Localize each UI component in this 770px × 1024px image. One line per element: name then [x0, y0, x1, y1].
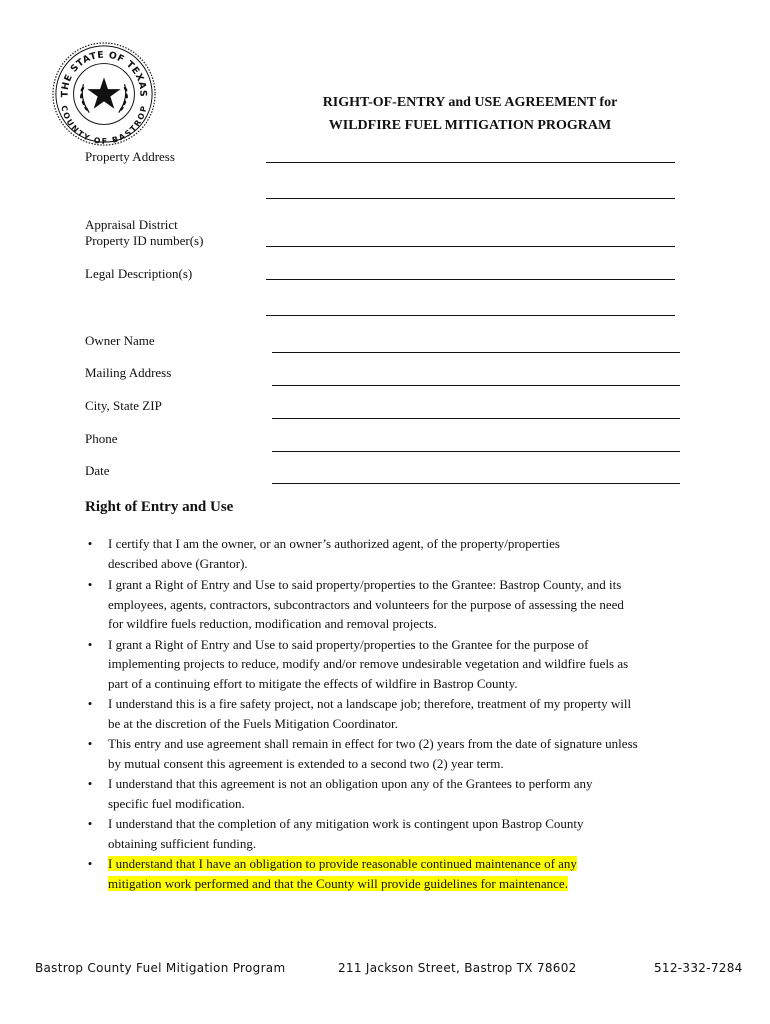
bullet-dot-icon: •	[87, 776, 93, 791]
bullet-item	[85, 534, 685, 573]
bullet-text: I understand that the completion of any mitigation work is contingent upon Bastrop County	[108, 816, 584, 831]
bullet-item	[85, 734, 685, 773]
bullet-text: I understand this is a fire safety project, not a landscape job; therefore, treatment of my property will	[108, 696, 632, 711]
phone-label: Phone	[85, 431, 118, 446]
bullet-item	[85, 814, 685, 853]
bullet-line	[108, 754, 685, 774]
bullet-dot-icon: •	[87, 816, 93, 831]
bullet-item	[85, 635, 685, 694]
bullet-text: for wildfire fuels reduction, modification and removal projects.	[108, 616, 437, 631]
bullet-line	[108, 854, 685, 874]
bullet-text: specific fuel modification.	[108, 795, 245, 811]
county-seal	[50, 40, 158, 148]
bullet-item	[85, 694, 685, 733]
bullet-text: part of a continuing effort to mitigate the effects of wildfire in Bastrop County.	[108, 675, 518, 691]
bullet-line	[108, 694, 685, 714]
legal-description-line-1[interactable]	[266, 279, 675, 280]
bullet-line	[108, 714, 685, 734]
bullet-text: I understand that I have an obligation to provide reasonable continued maintenance of any	[108, 856, 577, 871]
svg-text:COUNTY OF BASTROP	[59, 105, 148, 146]
bullet-line	[108, 734, 685, 754]
bullet-line	[108, 554, 685, 574]
bullet-text: I grant a Right of Entry and Use to said property/properties to the Grantee for the purpose of	[108, 636, 589, 652]
bullet-line	[108, 674, 685, 694]
city-state-zip-line[interactable]	[272, 418, 680, 419]
bullet-line	[108, 635, 685, 655]
bullet-item	[85, 854, 685, 893]
legal-description-line-2[interactable]	[266, 315, 675, 316]
footer-phone: 512-332-7284	[654, 961, 743, 975]
property-address-line-2[interactable]	[266, 198, 675, 199]
bullet-line	[108, 834, 685, 854]
bullet-dot-icon: •	[87, 856, 93, 871]
appraisal-label-line1: Appraisal District	[85, 217, 178, 232]
appraisal-label-line2: Property ID number(s)	[85, 233, 204, 248]
owner-name-label: Owner Name	[85, 333, 155, 348]
bullet-text: I understand that this agreement is not an obligation upon any of the Grantees to perform any	[108, 776, 593, 791]
bullet-text: described above (Grantor).	[108, 555, 248, 571]
bullet-item	[85, 575, 685, 634]
bullet-dot-icon: •	[87, 577, 93, 592]
bullet-line	[108, 654, 685, 674]
bullet-line	[108, 534, 685, 554]
bullet-line	[108, 614, 685, 634]
bullet-text: obtaining sufficient funding.	[108, 835, 257, 851]
bullet-text: mitigation work performed and that the County will provide guidelines for maintenance.	[108, 875, 568, 891]
property-address-label: Property Address	[85, 149, 175, 164]
footer-program: Bastrop County Fuel Mitigation Program	[35, 961, 286, 975]
bullet-text: employees, agents, contractors, subcontractors and volunteers for the purpose of assessing the need	[108, 596, 624, 612]
document-title-line2: WILDFIRE FUEL MITIGATION PROGRAM	[328, 118, 612, 133]
bullet-text: This entry and use agreement shall remain in effect for two (2) years from the date of signature unless	[108, 736, 638, 751]
bullet-text: by mutual consent this agreement is extended to a second two (2) year term.	[108, 755, 504, 771]
city-state-zip-label: City, State ZIP	[85, 398, 162, 413]
bullet-dot-icon: •	[87, 696, 93, 711]
document-title-line1: RIGHT-OF-ENTRY and USE AGREEMENT for	[322, 95, 618, 110]
bullet-line	[108, 814, 685, 834]
bullet-text: be at the discretion of the Fuels Mitigation Coordinator.	[108, 715, 398, 731]
bullet-item	[85, 774, 685, 813]
property-address-line-1[interactable]	[266, 162, 675, 163]
mailing-address-label: Mailing Address	[85, 365, 172, 380]
bullet-text: I certify that I am the owner, or an owner’s authorized agent, of the property/properties	[108, 536, 560, 551]
mailing-address-line[interactable]	[272, 385, 680, 386]
date-label: Date	[85, 463, 110, 478]
bullet-list	[85, 534, 685, 893]
bullet-text: I grant a Right of Entry and Use to said property/properties to the Grantee: Bastrop County, and its	[108, 577, 622, 592]
bullet-line	[108, 595, 685, 615]
date-line[interactable]	[272, 483, 680, 484]
section-heading: Right of Entry and Use	[85, 499, 234, 515]
seal-top-text: THE STATE OF TEXAS	[59, 49, 149, 98]
bullet-dot-icon: •	[87, 736, 93, 751]
bullet-line	[108, 575, 685, 595]
phone-line[interactable]	[272, 451, 680, 452]
legal-description-label: Legal Description(s)	[85, 266, 193, 281]
bullet-line	[108, 794, 685, 814]
seal-bottom-text: COUNTY OF BASTROP	[59, 104, 149, 146]
property-id-line[interactable]	[266, 246, 675, 247]
footer-address: 211 Jackson Street, Bastrop TX 78602	[338, 961, 577, 975]
bullet-dot-icon: •	[87, 636, 93, 652]
owner-name-line[interactable]	[272, 352, 680, 353]
bullet-text: implementing projects to reduce, modify and/or remove undesirable vegetation and wildfire fuels as	[108, 656, 629, 671]
bullet-line	[108, 874, 685, 894]
bullet-line	[108, 774, 685, 794]
bullet-dot-icon: •	[87, 536, 93, 551]
